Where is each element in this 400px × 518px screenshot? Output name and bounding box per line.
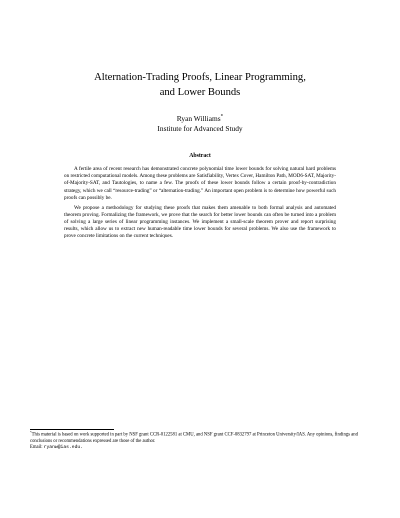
abstract-paragraph-1: A fertile area of recent research has demonstrated concrete polynomial time lower bounds for solving natural hard problems on restricted computational models. Among these problems are Satisfiability, Vertex Cover, Hamilton Path, MOD6-SAT, Majority-of-Majority-SAT, and Tautologies, to name a few. The proofs of these lower bounds follow a certain proof-by-contradiction strategy, which we call “resource-trading” or “alternation-trading.” An important open problem is to determine how powerful such proofs can possibly be. — [64, 166, 336, 201]
author-line — [40, 114, 360, 124]
author-footnote-mark: * — [220, 113, 224, 120]
abstract-paragraph-2: We propose a methodology for studying these proofs that makes them amenable to both formal analysis and automated theorem proving. Formalizing the framework, we prove that the search for better lower bounds can often be turned into a problem of solving a large series of linear programming instances. We implement a small-scale theorem prover and report surprising results, which allow us to extract new human-readable time lower bounds for several problems. We also use the framework to prove concrete limitations on the current techniques. — [64, 204, 336, 240]
author-name: Ryan Williams — [176, 114, 221, 123]
abstract-body — [64, 166, 336, 241]
abstract-heading: Abstract — [189, 153, 211, 159]
title-line-1: Alternation-Trading Proofs, Linear Programming, — [94, 72, 306, 83]
footnote-mark: * — [30, 430, 32, 434]
footnote — [30, 432, 372, 451]
footnote-text: This material is based on work supported in part by NSF grant CCR-0122581 at CMU, and NSF grant CCF-0832797 at Princeton University/IAS. Any opinions, findings and conclusions or recommendations expressed are those of the author. — [30, 432, 358, 444]
author-affiliation: Institute for Advanced Study — [157, 124, 243, 133]
footnote-funding — [30, 432, 372, 445]
paper-title — [40, 70, 360, 100]
title-line-2: and Lower Bounds — [159, 87, 241, 98]
author-block — [40, 114, 360, 134]
email-address[interactable]: ryanw@ias.edu. — [43, 445, 84, 451]
email-label: Email: — [30, 445, 43, 451]
footnote-email-line — [30, 445, 372, 451]
footnote-rule — [30, 429, 114, 430]
